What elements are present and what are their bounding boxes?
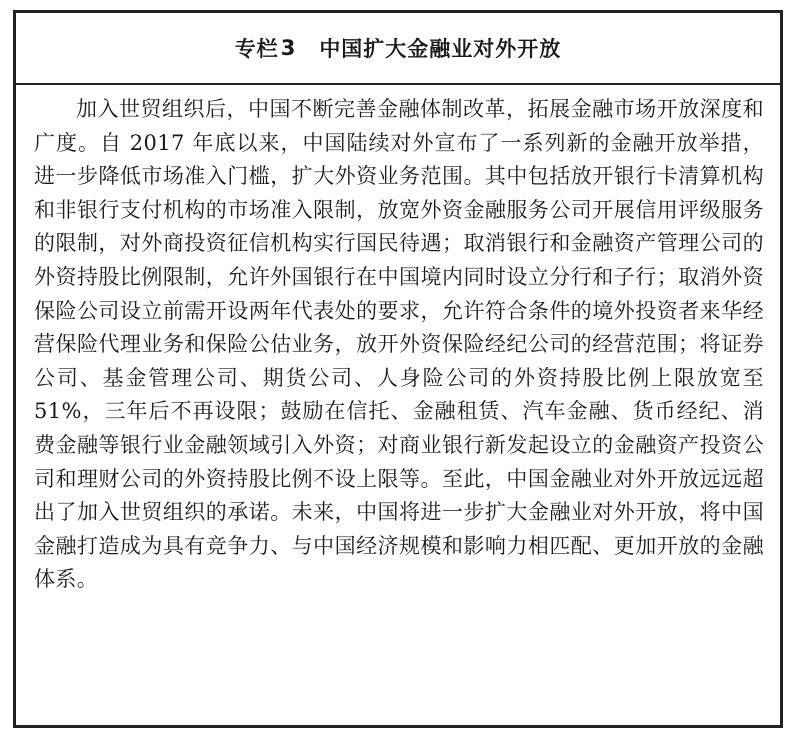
column-title: 中国扩大金融业对外开放 xyxy=(319,37,562,61)
column-number: 3 xyxy=(280,36,296,60)
column-body xyxy=(16,85,780,597)
column-box xyxy=(13,10,783,728)
column-header xyxy=(16,13,780,85)
column-label: 专栏 xyxy=(234,37,279,61)
body-paragraph: 加入世贸组织后，中国不断完善金融体制改革，拓展金融市场开放深度和广度。自 2017 年底以来，中国陆续对外宣布了一系列新的金融开放举措，进一步降低市场准入门槛，扩大外资业务范围。其中包括放开银行卡清算机构和非银行支付机构的市场准入限制，放宽外资金融服务公司开展信用评级服务的限制，对外商投资征信机构实行国民待遇；取消银行和金融资产管理公司的外资持股比例限制，允许外国银行在中国境内同时设立分行和子行；取消外资保险公司设立前需开设两年代表处的要求，允许符合条件的境外投资者来华经营保险代理业务和保险公估业务，放开外资保险经纪公司的经营范围；将证券公司、基金管理公司、期货公司、人身险公司的外资持股比例上限放宽至 51%，三年后不再设限；鼓励在信托、金融租赁、汽车金融、货币经纪、消费金融等银行业金融领域引入外资；对商业银行新发起设立的金融资产投资公司和理财公司的外资持股比例不设上限等。至此，中国金融业对外开放远远超出了加入世贸组织的承诺。未来，中国将进一步扩大金融业对外开放，将中国金融打造成为具有竞争力、与中国经济规模和影响力相匹配、更加开放的金融体系。 xyxy=(34,97,764,592)
